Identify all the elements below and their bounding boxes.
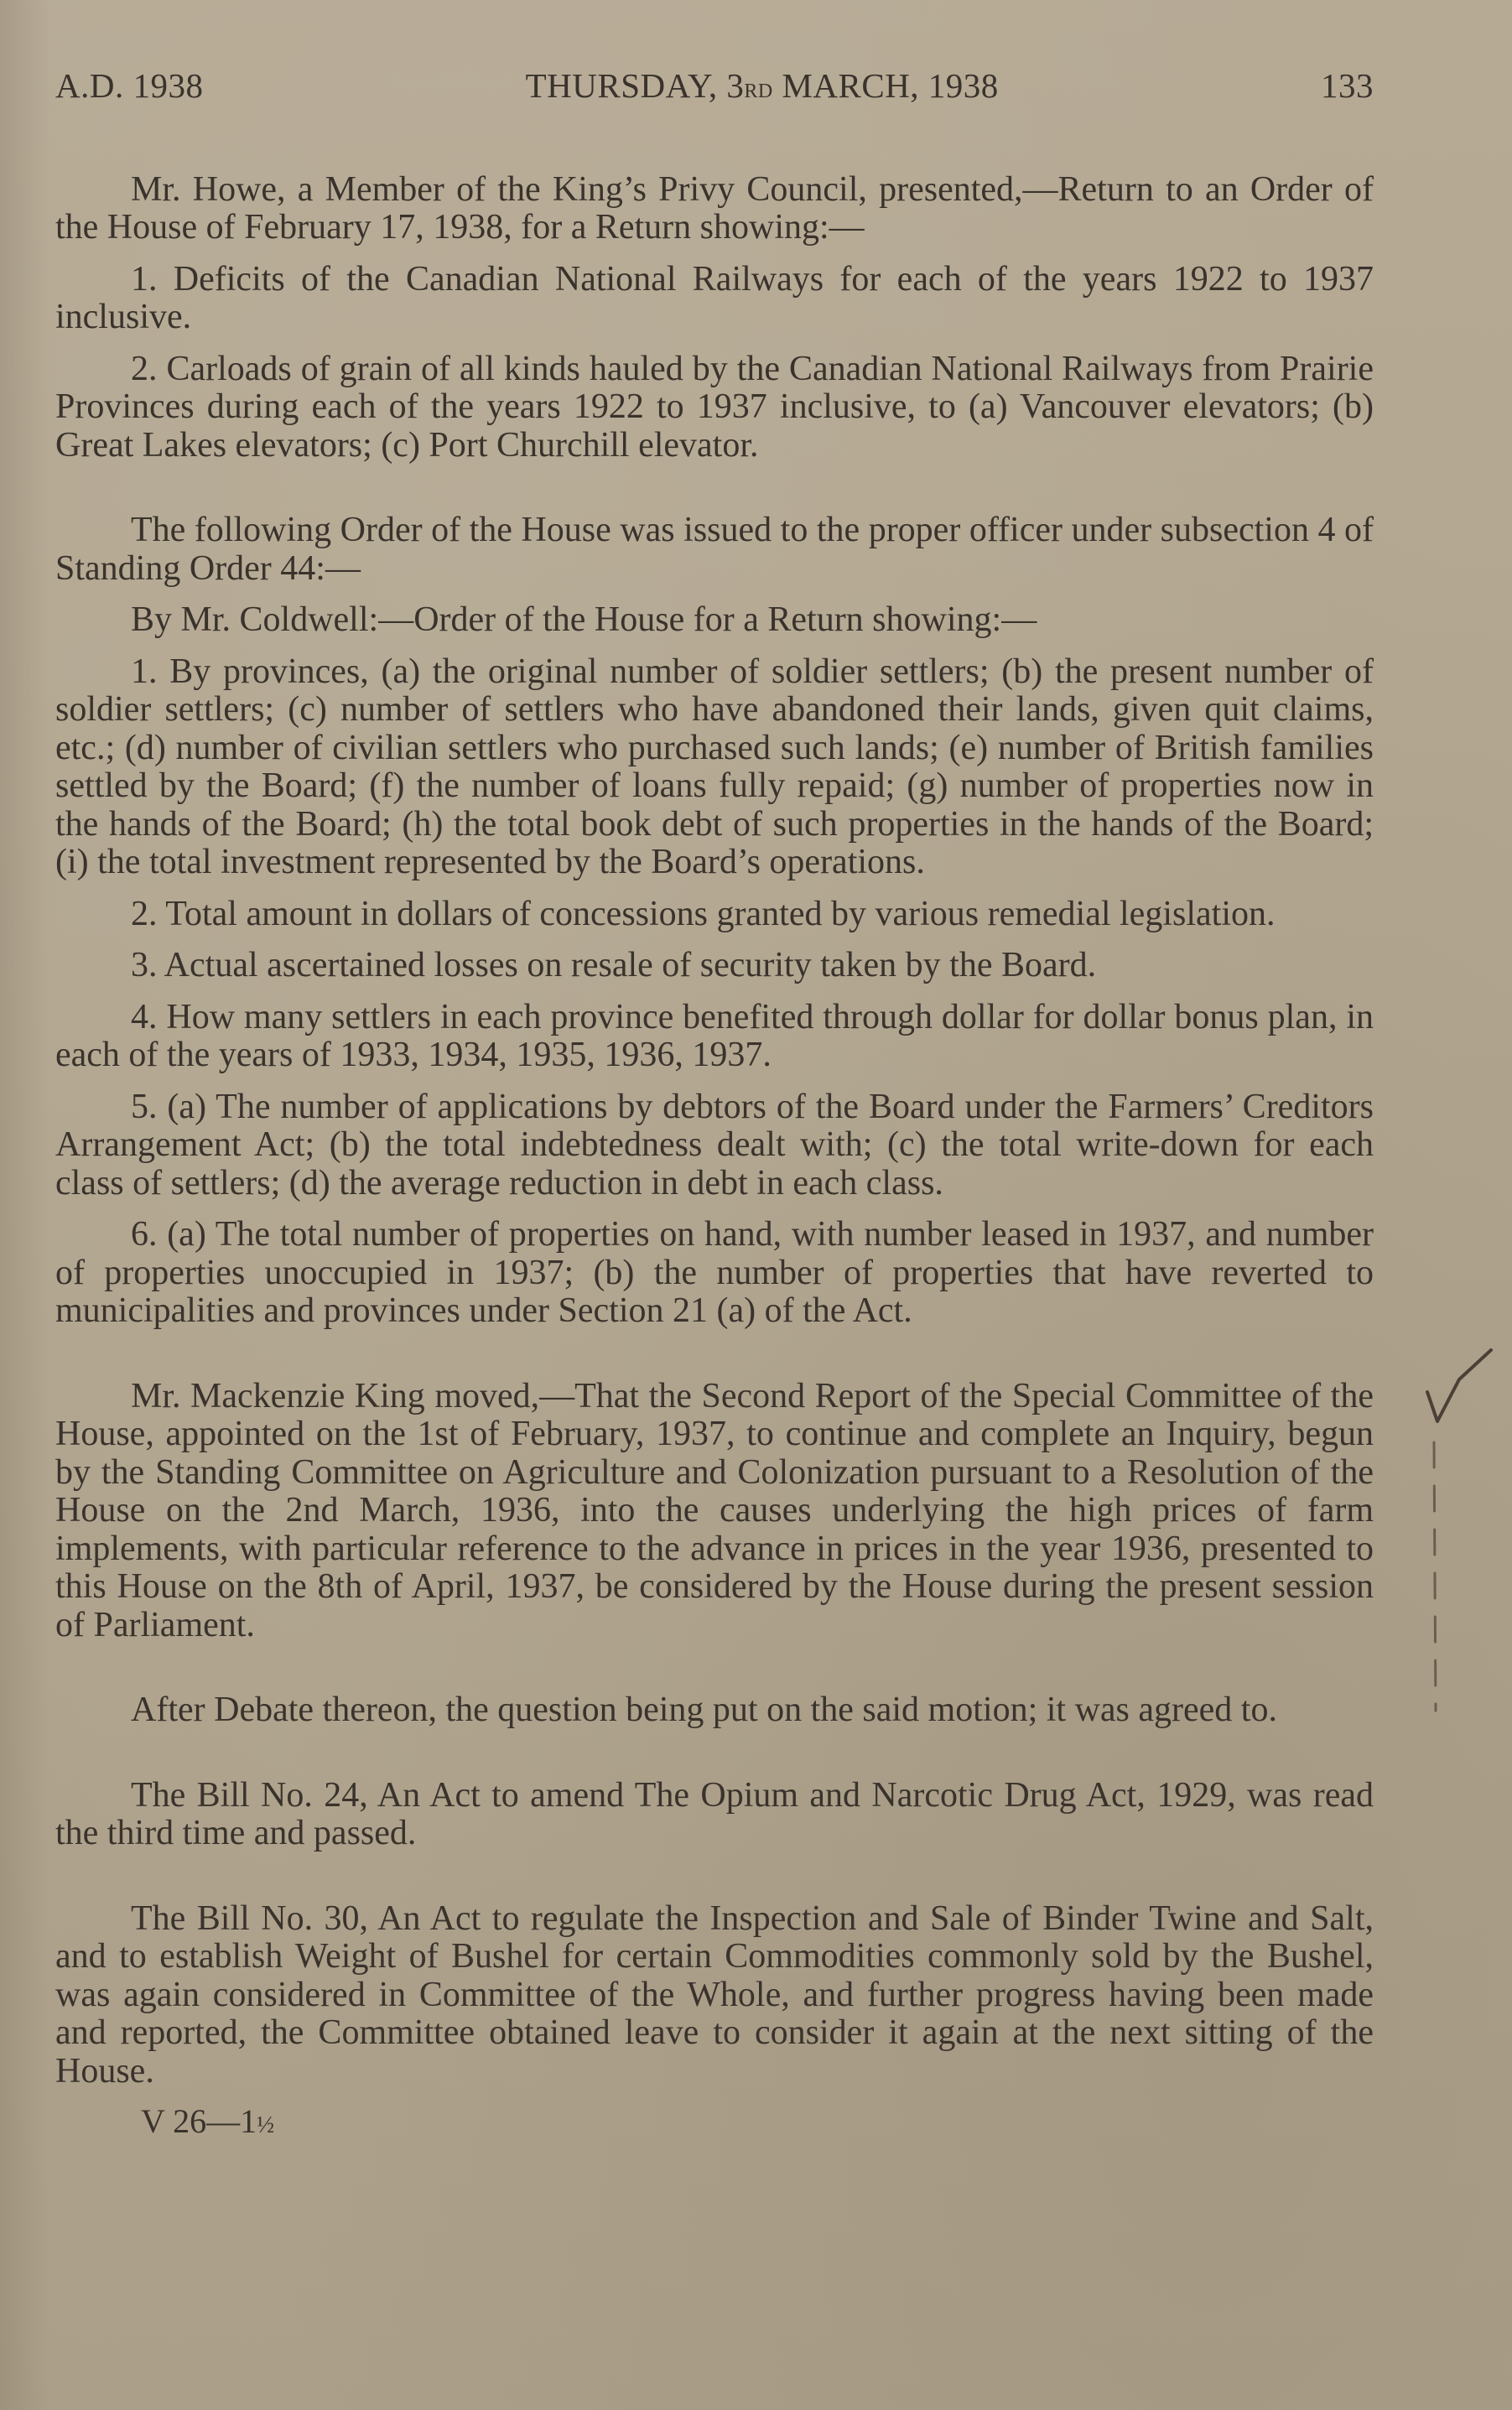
page-header — [55, 67, 1374, 108]
paragraph-return-howe: Mr. Howe, a Member of the King’s Privy Council, presented,—Return to an Order of the House of February 17, 1938, for a Return showing:— — [55, 169, 1374, 247]
paragraph-item-provinces: 1. By provinces, (a) the original number of soldier settlers; (b) the present number of soldier settlers; (c) number of settlers who have abandoned their lands, given quit claims, etc.; (d) number of civilian settlers who purchased such lands; (e) number of British families settled by the Board; (f) the number of loans fully repaid; (g) number of properties now in the hands of the Board; (h) the total book debt of such properties in the hands of the Board; (i) the total investment represented by the Board’s operations. — [55, 652, 1374, 881]
paragraph-item-deficits: 1. Deficits of the Canadian National Railways for each of the years 1922 to 1937 inclusive. — [55, 259, 1374, 336]
header-date: THURSDAY, 3rd MARCH, 1938 — [525, 66, 999, 105]
paragraph-item-bonus-plan: 4. How many settlers in each province benefited through dollar for dollar bonus plan, in each of the years of 1933, 1934, 1935, 1936, 1937. — [55, 997, 1374, 1074]
margin-check-mark — [1417, 1342, 1512, 1719]
paragraph-item-losses: 3. Actual ascertained losses on resale of security taken by the Board. — [131, 946, 1097, 984]
paragraph-item-concessions: 2. Total amount in dollars of concessions granted by various remedial legislation. — [131, 894, 1276, 933]
page-number: 133 — [1320, 66, 1374, 105]
paragraph-order-issued: The following Order of the House was issued to the proper officer under subsection 4 of Standing Order 44:— — [55, 511, 1374, 588]
paragraph-item-properties: 6. (a) The total number of properties on hand, with number leased in 1937, and number of properties unoccupied in 1937; (b) the number of properties that have reverted to municipalities and provinces under Section 21 (a) of the Act. — [55, 1215, 1374, 1330]
text-column — [55, 67, 1374, 2145]
signature-mark: V 26—1½ — [141, 2102, 275, 2140]
header-year: A.D. 1938 — [55, 66, 204, 105]
paragraph-bill-30: The Bill No. 30, An Act to regulate the Inspection and Sale of Binder Twine and Salt, and to establish Weight of Bushel for certain Commodities commonly sold by the Bushel, was again considered in Committee of the Whole, and further progress having been made and reported, the Committee obtained leave to consider it again at the next sitting of the House. — [55, 1898, 1374, 2091]
paragraph-debate-agreed: After Debate thereon, the question being put on the said motion; it was agreed to. — [131, 1691, 1277, 1729]
paragraph-item-carloads: 2. Carloads of grain of all kinds hauled by the Canadian National Railways from Prairie Provinces during each of the years 1922 to 1937 inclusive, to (a) Vancouver elevators; (b) Great Lakes elevators; (c) Port Churchill elevator. — [55, 349, 1374, 465]
paragraph-bill-24: The Bill No. 24, An Act to amend The Opium and Narcotic Drug Act, 1929, was read the third time and passed. — [55, 1775, 1374, 1852]
paragraph-coldwell-order: By Mr. Coldwell:—Order of the House for a Return showing:— — [131, 600, 1037, 639]
paragraph-item-applications: 5. (a) The number of applications by debtors of the Board under the Farmers’ Creditors Arrangement Act; (b) the total indebtedness dealt with; (c) the total write-down for each class of settlers; (d) the average reduction in debt in each class. — [55, 1087, 1374, 1202]
paragraph-king-motion: Mr. Mackenzie King moved,—That the Second Report of the Special Committee of the House, appointed on the 1st of February, 1937, to continue and complete an Inquiry, begun by the Standing Committee on Agriculture and Colonization pursuant to a Resolution of the House on the 2nd March, 1936, into the causes underlying the high prices of farm implements, with particular reference to the advance in prices in the year 1936, presented to this House on the 8th of April, 1937, be considered by the House during the present session of Parliament. — [55, 1376, 1374, 1644]
